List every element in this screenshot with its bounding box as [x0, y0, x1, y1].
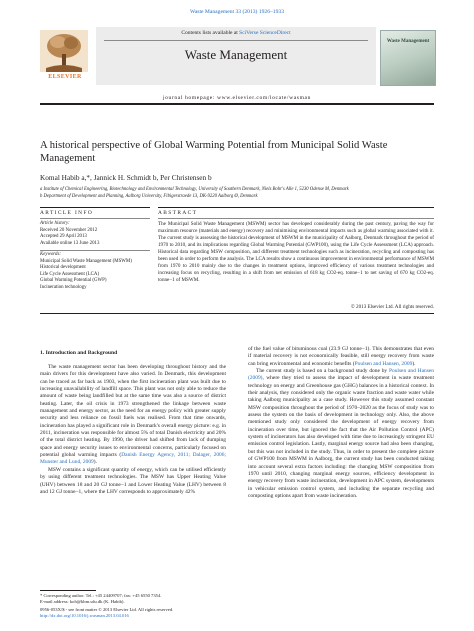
- left-column: [40, 364, 226, 496]
- citation-link[interactable]: Danish Energy Agency, 2011; Dalager, 2006; Munster and Lund, 2009: [40, 452, 227, 466]
- abstract-rule-bottom: [40, 313, 434, 314]
- journal-cover-thumbnail-icon: [380, 30, 436, 86]
- front-matter: [40, 607, 340, 619]
- paragraph-text: The current study is based on a background study done by: [256, 368, 389, 375]
- author-email[interactable]: E-mail address: koh@kbm.sdu.dk (K. Habib).: [40, 599, 125, 604]
- masthead-divider: [104, 40, 368, 41]
- affiliation-b: b Department of Development and Planning, Aalborg University, Fibigerstraede 13, DK-9220 Aalborg Ø, Denmark: [40, 194, 258, 199]
- issn-line: 0956-053X/$ - see front matter © 2013 Elsevier Ltd. All rights reserved.: [40, 607, 174, 612]
- paragraph-text: The waste management sector has been developing throughout history and the main drivers for this development have also varied. In Denmark, this development can be traced as far back as 1903, when the first incineration plant was built due to increasing unavailability of landfill space. This plant was not only able to reduce the amount of waste being landfilled but at the same time was also a source of district heating. Later, the oil crisis in 1973 strengthened the linkage between waste management and energy sector, as the need for an energy policy with greater supply security and less reliance on fossil fuels was realised. From that time onwards, incineration has played a significant role in Denmark's overall energy picture: e.g. in 2011, incineration was responsible for almost 5% of total Danish electricity and 20% of the total district heating. By 1990, the driver had shifted from lack of dumping space and energy security issues to environmental concerns, particularly focused on potential global warming impacts (: [40, 364, 226, 459]
- article-history: [40, 221, 150, 247]
- article-title: A historical perspective of Global Warming Potential from Municipal Solid Waste Management: [40, 140, 388, 164]
- paragraph-text: ).: [412, 360, 416, 367]
- abstract-rule-mid: [158, 218, 434, 219]
- info-rule-keywords: [40, 250, 150, 251]
- paragraph-text: , where they tried to assess the impact of development in waste treatment technology on energy and Greenhouse gas (GHG) balances in a historical context. In their analysis, they considered only the organic waste fraction and waste water while taking Aalborg municipality as a case study. However this study assumed constant MSW composition throughout the period of 1970–2020 as the focus of study was to assess the system on the basis of development in technology only. Also, the above mentioned study only considered the development of energy recovery from incineration over time, but ignored the fact that the Air Pollution Control (APC) system of incinerators has also developed with time due to increasingly stringent EU emission control legislation. Lastly, marginal energy source had also been changing, but this was not included in the study. Thus, in order to present the complete picture of GWP100 from MSWM in Aalborg, the current study has been conducted taking into account several extra factors including: the changing MSW composition from 1970 until 2010, changing marginal energy sources, efficiency development in energy recovery from waste incineration, development in APC system, developments in vehicular emission control system, and including the separate recycling and composting options apart from waste incineration.: [248, 375, 434, 499]
- author-list: Komal Habib a,*, Jannick H. Schmidt b, Per Christensen b: [40, 173, 212, 182]
- journal-citation[interactable]: Waste Management 33 (2013) 1926–1933: [189, 9, 284, 15]
- article-info-heading: ARTICLE INFO: [40, 210, 94, 216]
- footnote-rule: [40, 590, 96, 591]
- abstract-heading: ABSTRACT: [158, 210, 198, 216]
- footnote: [40, 593, 240, 605]
- right-column: [248, 346, 434, 500]
- keywords-label: Keywords:: [40, 252, 62, 257]
- paragraph-text: ).: [93, 459, 97, 466]
- corresponding-author: * Corresponding author. Tel.: +45 24409707; fax: +45 6550 7354.: [40, 593, 162, 598]
- publisher-name: ELSEVIER: [48, 74, 82, 80]
- received-date: Received 20 November 2012: [40, 227, 98, 233]
- copyright-line: © 2013 Elsevier Ltd. All rights reserved.: [350, 304, 434, 310]
- history-label: Article history:: [40, 221, 70, 226]
- abstract-text: The Municipal Solid Waste Management (MSWM) sector has developed considerably during the past century, paving the way for maximum resource (materials and energy) recovery and minimising environmental impacts such as global warming associated with it. The current study is assessing the historical development of MSWM in the municipality of Aalborg, Denmark throughout the period of 1970 to 2010, and its implications regarding Global Warming Potential (GWP100), using the Life Cycle Assessment (LCA) approach. Historical data regarding MSW composition, and different treatment technologies such as incineration, recycling and composting has been used in order to perform the analysis. The LCA results show a continuous improvement in environmental performance of MSWM from 1970 to 2010 mainly due to the changes in treatment options, improved efficiency of various treatment technologies and increasing focus on recycling, resulting in a shift from net emission of 618 kg CO2-eq. tonne−1 to net saving of 670 kg CO2-eq. tonne−1 of MSWM.: [158, 221, 434, 284]
- header-rule: [40, 103, 434, 105]
- paragraph: [248, 346, 434, 368]
- paragraph-text: of the fuel value of bituminous coal (23.9 GJ tonne−1). This demonstrates that even if material recovery is not economically feasible, still energy recovery from waste can bring environmental and economic benefits (: [248, 346, 434, 367]
- accepted-date: Accepted 29 April 2013: [40, 234, 87, 240]
- keyword: Municipal Solid Waste Management (MSWM): [40, 258, 132, 264]
- keyword: Historical development: [40, 265, 86, 271]
- contents-line: [96, 30, 376, 36]
- info-rule-mid: [40, 218, 150, 219]
- citation-link[interactable]: Poulsen and Hansen (2009): [248, 368, 434, 382]
- section-heading: 1. Introduction and Background: [40, 350, 118, 356]
- sciencedirect-link[interactable]: SciVerse ScienceDirect: [239, 30, 291, 36]
- keywords-block: [40, 252, 150, 292]
- paragraph: [40, 364, 226, 467]
- elsevier-tree-logo-icon: [40, 30, 88, 80]
- abstract-rule-top: [158, 207, 434, 208]
- keyword: Life Cycle Assessment (LCA): [40, 271, 100, 277]
- affiliation-a: a Institute of Chemical Engineering, Biotechnology and Environmental Technology, University of Southern Denmark, Niels Bohr's Alle 1, 5230 Odense M, Denmark: [40, 187, 349, 192]
- contents-prefix: Contents lists available at: [181, 30, 240, 36]
- citation-link[interactable]: Poulsen and Hansen, 2009: [354, 360, 413, 367]
- cover-title: Waste Management: [386, 39, 430, 44]
- online-date: Available online 13 June 2013: [40, 240, 100, 246]
- journal-homepage[interactable]: journal homepage: www.elsevier.com/locate/wasman: [162, 95, 312, 101]
- info-rule-top: [40, 207, 150, 208]
- doi-link[interactable]: http://dx.doi.org/10.1016/j.wasman.2013.04.016: [40, 613, 129, 618]
- paragraph: MSW contains a significant quantity of energy, which can be utilised efficiently by using different treatment technologies. The MSW has Upper Heating Value (UHV) between 18 and 20 GJ tonne−1 and Lower Heating Value (LHV) between 8 and 12 GJ tonne−1, where the LHV corresponds to approximately 42%: [40, 466, 226, 495]
- keyword: Incineration technology: [40, 284, 87, 290]
- journal-title: Waste Management: [184, 47, 288, 62]
- keyword: Global Warming Potential (GWP): [40, 278, 107, 284]
- paragraph: [248, 368, 434, 500]
